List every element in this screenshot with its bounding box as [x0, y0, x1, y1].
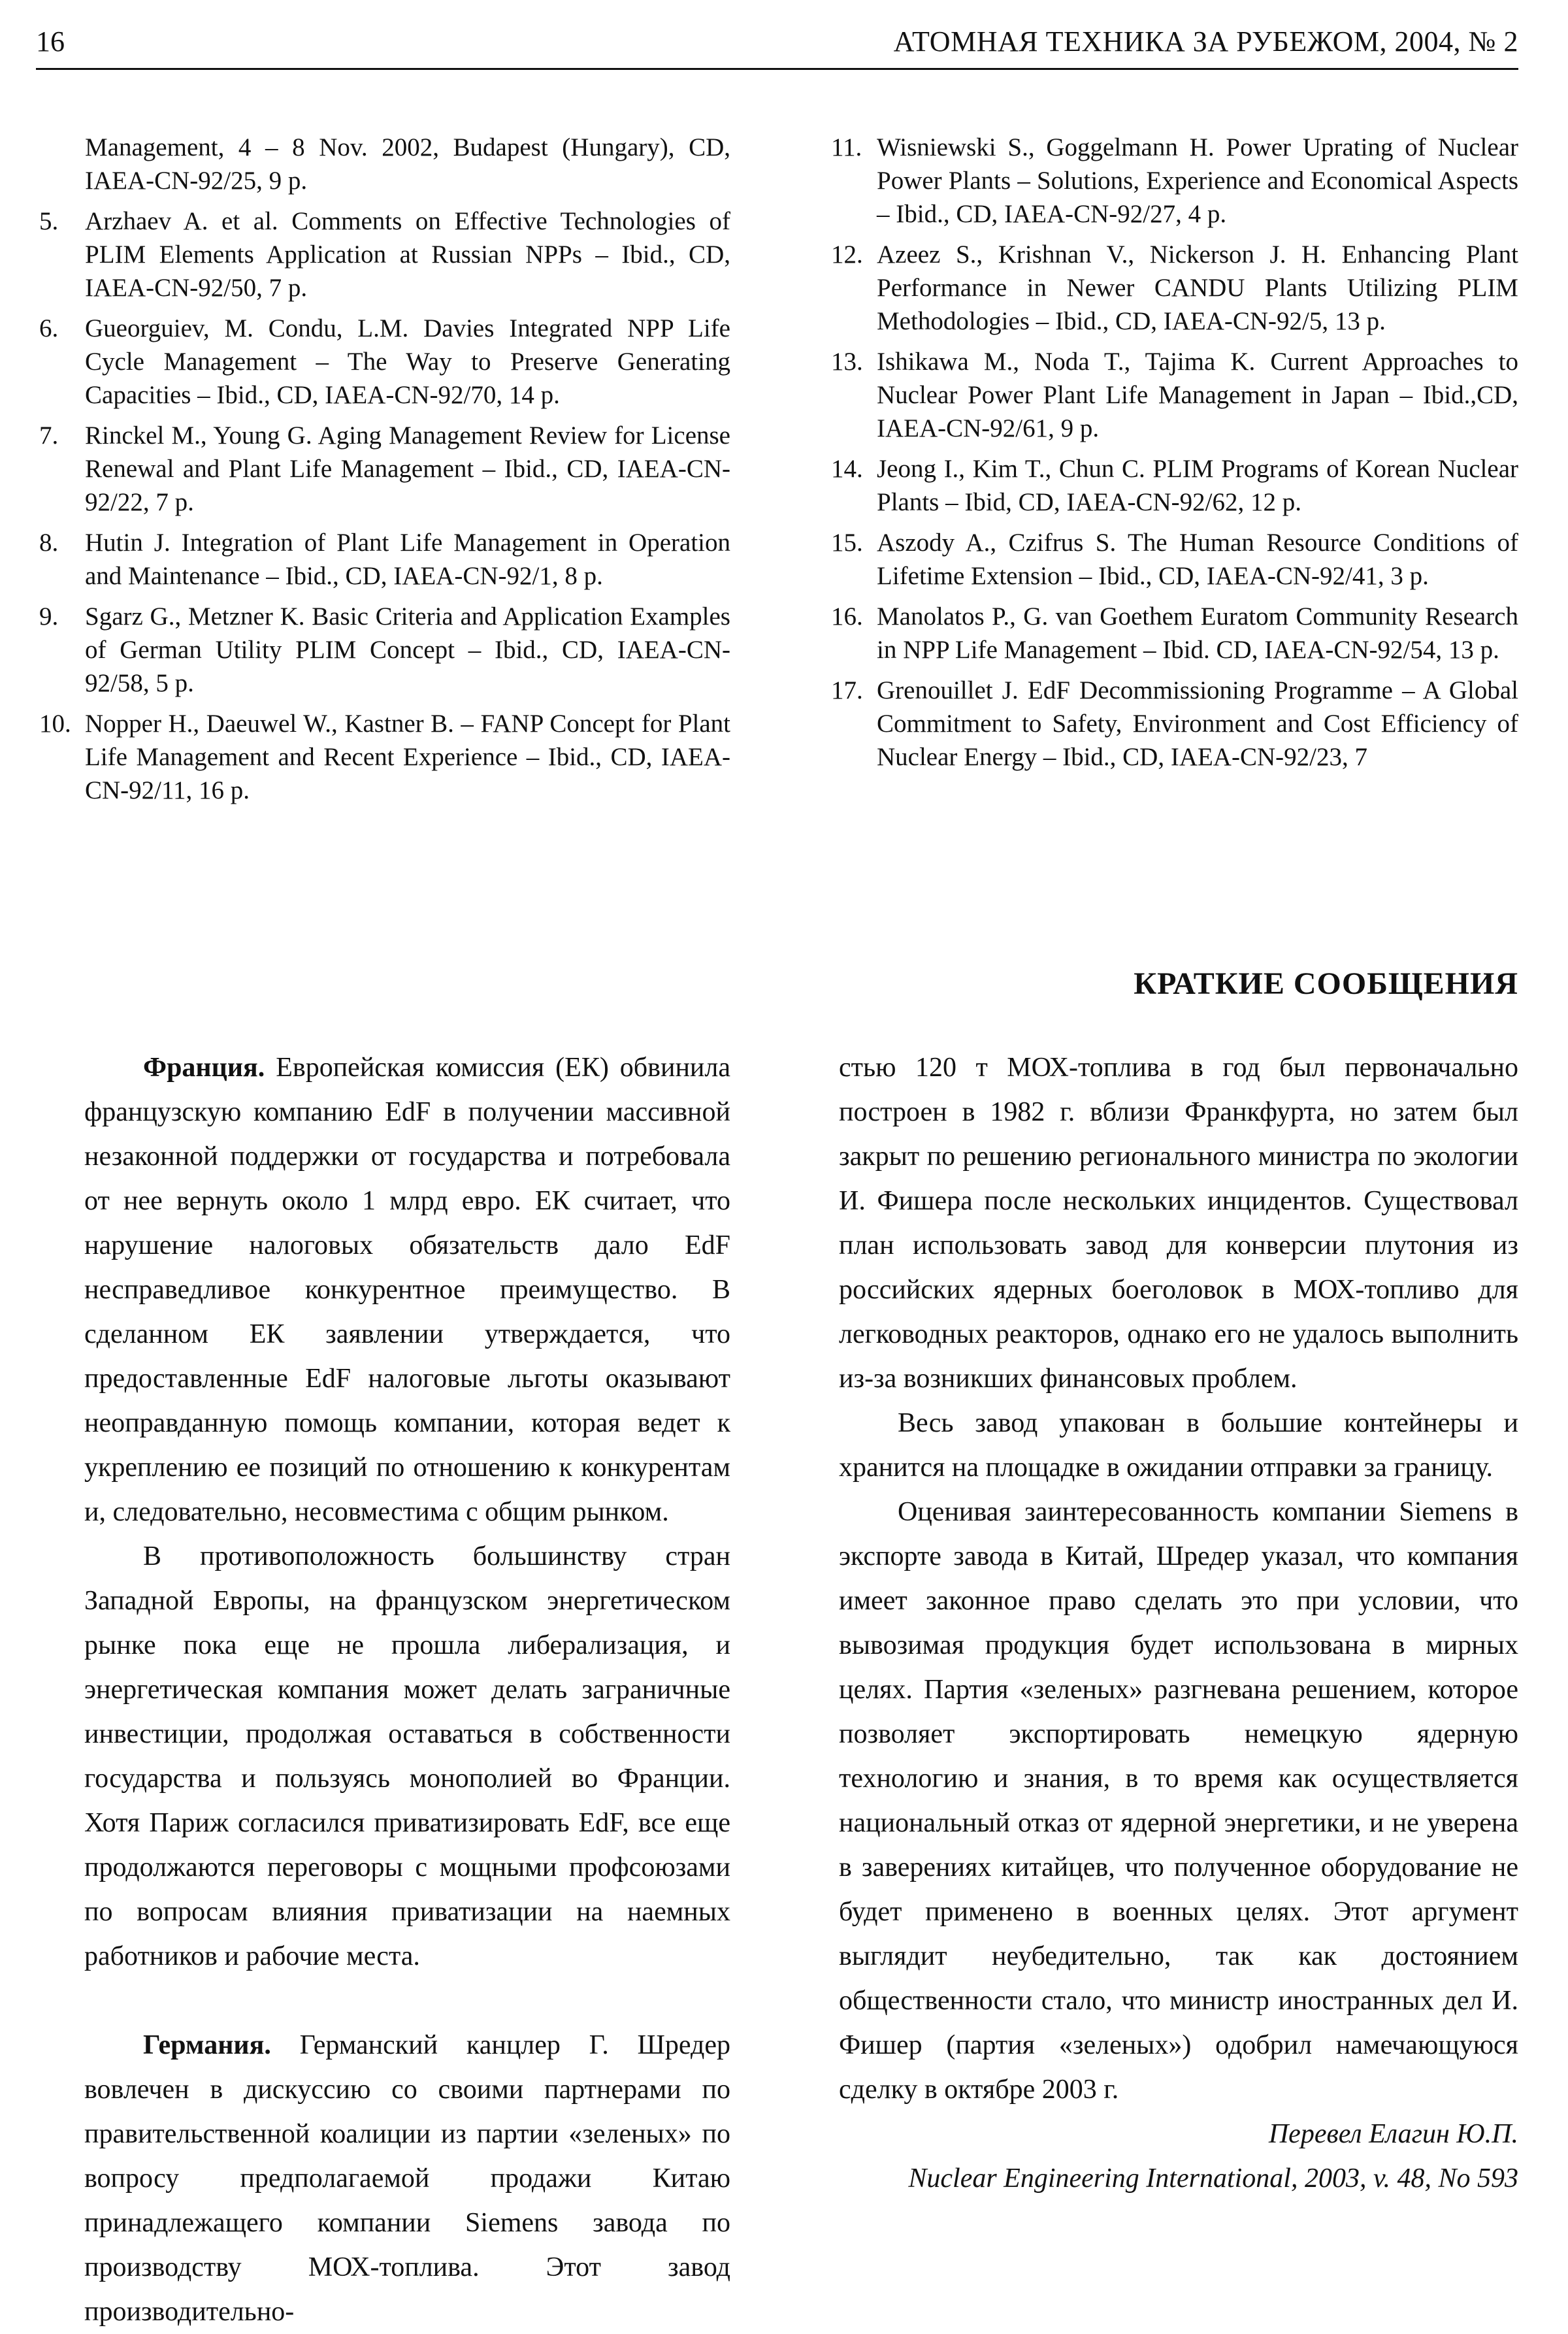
- reference-item: [39, 205, 730, 304]
- reference-item: [831, 526, 1518, 593]
- reference-text: Aszody A., Czifrus S. The Human Resource Conditions of Lifetime Extension – Ibid., CD, IAEA-CN-92/41, 3 p.: [877, 529, 1518, 590]
- paragraph-france-1: [84, 1045, 730, 1534]
- section-title: КРАТКИЕ СООБЩЕНИЯ: [1134, 966, 1518, 1001]
- reference-item: [831, 600, 1518, 666]
- lead-germany: Германия.: [143, 2030, 271, 2060]
- reference-number: 6.: [39, 314, 59, 342]
- reference-number: 16.: [831, 602, 863, 631]
- reference-item: [831, 238, 1518, 338]
- reference-item: [39, 526, 730, 593]
- reference-text: Grenouillet J. EdF Decommissioning Programme – A Global Commitment to Safety, Environment and Cost Efficiency of Nuclear Energy – Ibid., CD, IAEA-CN-92/23, 7: [877, 676, 1518, 771]
- reference-text: Arzhaev A. et al. Comments on Effective Technologies of PLIM Elements Application at Russian NPPs – Ibid., CD, IAEA-CN-92/50, 7 p.: [85, 207, 730, 302]
- paragraph-germany-3: Оценивая заинтересованность компании Siemens в экспорте завода в Китай, Шредер указал, что компания имеет законное право сделать это при условии, что вывозимая продукция будет использована в мирных целях. Партия «зеленых» разгневана решением, которое позволяет экспортировать немецкую ядерную технологию и знания, в то время как осуществляется национальный отказ от ядерной энергетики, и не уверена в заверениях китайцев, что полученное оборудование не будет применено в военных целях. Этот аргумент выглядит неубедительно, так как достоянием общественности стало, что министр иностранных дел И. Фишер (партия «зеленых») одобрил намечающуюся сделку в октябре 2003 г.: [839, 1497, 1518, 2105]
- reference-text: Sgarz G., Metzner K. Basic Criteria and Application Examples of German Utility PLIM Concept – Ibid., CD, IAEA-CN-92/58, 5 p.: [85, 602, 730, 697]
- reference-number: 15.: [831, 529, 863, 557]
- reference-text: Management, 4 – 8 Nov. 2002, Budapest (Hungary), CD, IAEA-CN-92/25, 9 p.: [85, 133, 730, 195]
- reference-number: 5.: [39, 207, 59, 235]
- reference-text: Hutin J. Integration of Plant Life Management in Operation and Maintenance – Ibid., CD, IAEA-CN-92/1, 8 p.: [85, 529, 730, 590]
- source-citation: Nuclear Engineering International, 2003, v. 48, No 593: [908, 2163, 1518, 2194]
- reference-item: [39, 707, 730, 807]
- reference-text: Manolatos P., G. van Goethem Euratom Community Research in NPP Life Management – Ibid. CD, IAEA-CN-92/54, 13 p.: [877, 602, 1518, 664]
- reference-number: 9.: [39, 602, 59, 631]
- reference-number: 17.: [831, 676, 863, 704]
- reference-text: Jeong I., Kim T., Chun C. PLIM Programs of Korean Nuclear Plants – Ibid, CD, IAEA-CN-92/62, 12 p.: [877, 455, 1518, 516]
- reference-text: Ishikawa M., Noda T., Tajima K. Current Approaches to Nuclear Power Plant Life Management in Japan – Ibid.,CD, IAEA-CN-92/61, 9 p.: [877, 348, 1518, 442]
- reference-item: [39, 131, 730, 197]
- translator-credit: Перевел Елагин Ю.П.: [1268, 2119, 1518, 2149]
- reference-number: 11.: [831, 133, 862, 161]
- reference-item: [39, 419, 730, 519]
- reference-item: [831, 452, 1518, 519]
- reference-number: 14.: [831, 455, 863, 483]
- references-right: [831, 131, 1518, 781]
- paragraph-germany-1: [84, 2023, 730, 2334]
- reference-item: [39, 600, 730, 700]
- reference-number: [39, 131, 85, 197]
- reference-item: [831, 345, 1518, 445]
- reference-text: Nopper H., Daeuwel W., Kastner B. – FANP Concept for Plant Life Management and Recent Experience – Ibid., CD, IAEA-CN-92/11, 16 p.: [85, 710, 730, 804]
- reference-text: Gueorguiev, M. Condu, L.M. Davies Integrated NPP Life Cycle Management – The Way to Preserve Generating Capacities – Ibid., CD, IAEA-CN-92/70, 14 p.: [85, 314, 730, 409]
- header-rule: [36, 68, 1518, 70]
- paragraph-germany-1-cont: стью 120 т МОХ-топлива в год был первоначально построен в 1982 г. вблизи Франкфурта, но затем был закрыт по решению регионального министра по экологии И. Фишера после нескольких инцидентов. Существовал план использовать завод для конверсии плутония из российских ядерных боеголовок в МОХ-топливо для легководных реакторов, однако его не удалось выполнить из-за возникших финансовых проблем.: [839, 1053, 1518, 1394]
- references-left: [39, 131, 730, 814]
- reference-item: [39, 312, 730, 412]
- reference-number: 7.: [39, 421, 59, 450]
- paragraph-germany-2: Весь завод упакован в большие контейнеры и хранится на площадке в ожидании отправки за границу.: [839, 1408, 1518, 1483]
- reference-text: Rinckel M., Young G. Aging Management Review for License Renewal and Plant Life Management – Ibid., CD, IAEA-CN-92/22, 7 p.: [85, 421, 730, 516]
- article-column-right: [839, 1045, 1518, 2201]
- reference-number: 12.: [831, 240, 863, 269]
- reference-item: [831, 131, 1518, 231]
- reference-text: Azeez S., Krishnan V., Nickerson J. H. Enhancing Plant Performance in Newer CANDU Plants Utilizing PLIM Methodologies – Ibid., CD, IAEA-CN-92/5, 13 p.: [877, 240, 1518, 335]
- article-column-left: [84, 1045, 730, 2334]
- paragraph-text: Германский канцлер Г. Шредер вовлечен в дискуссию со своими партнерами по правительственной коалиции из партии «зеленых» по вопросу предполагаемой продажи Китаю принадлежащего компании Siemens завода по производству МОХ-топлива. Этот завод производительно-: [84, 2030, 730, 2327]
- paragraph-text: Европейская комиссия (ЕК) обвинила французскую компанию EdF в получении массивной незаконной поддержки от государства и потребовала от нее вернуть около 1 млрд евро. ЕК считает, что нарушение налоговых обязательств дало EdF несправедливое конкурентное преимущество. В сделанном ЕК заявлении утверждается, что предоставленные EdF налоговые льготы оказывают неоправданную помощь компании, которая ведет к укреплению ее позиций по отношению к конкурентам и, следовательно, несовместима с общим рынком.: [84, 1053, 730, 1527]
- paragraph-france-2: В противоположность большинству стран Западной Европы, на французском энергетическом рынке пока еще не прошла либерализация, и энергетическая компания может делать заграничные инвестиции, продолжая оставаться в собственности государства и пользуясь монополией во Франции. Хотя Париж согласился приватизировать EdF, все еще продолжаются переговоры с мощными профсоюзами по вопросам влияния приватизации на наемных работников и рабочие места.: [84, 1541, 730, 1971]
- reference-text: Wisniewski S., Goggelmann H. Power Uprating of Nuclear Power Plants – Solutions, Experience and Economical Aspects – Ibid., CD, IAEA-CN-92/27, 4 p.: [877, 133, 1518, 228]
- reference-number: 10.: [39, 710, 71, 738]
- lead-france: Франция.: [143, 1053, 265, 1083]
- running-header: АТОМНАЯ ТЕХНИКА ЗА РУБЕЖОМ, 2004, № 2: [893, 25, 1518, 58]
- reference-item: [831, 674, 1518, 774]
- reference-number: 8.: [39, 529, 59, 557]
- page-number: 16: [36, 25, 65, 58]
- reference-number: 13.: [831, 348, 863, 376]
